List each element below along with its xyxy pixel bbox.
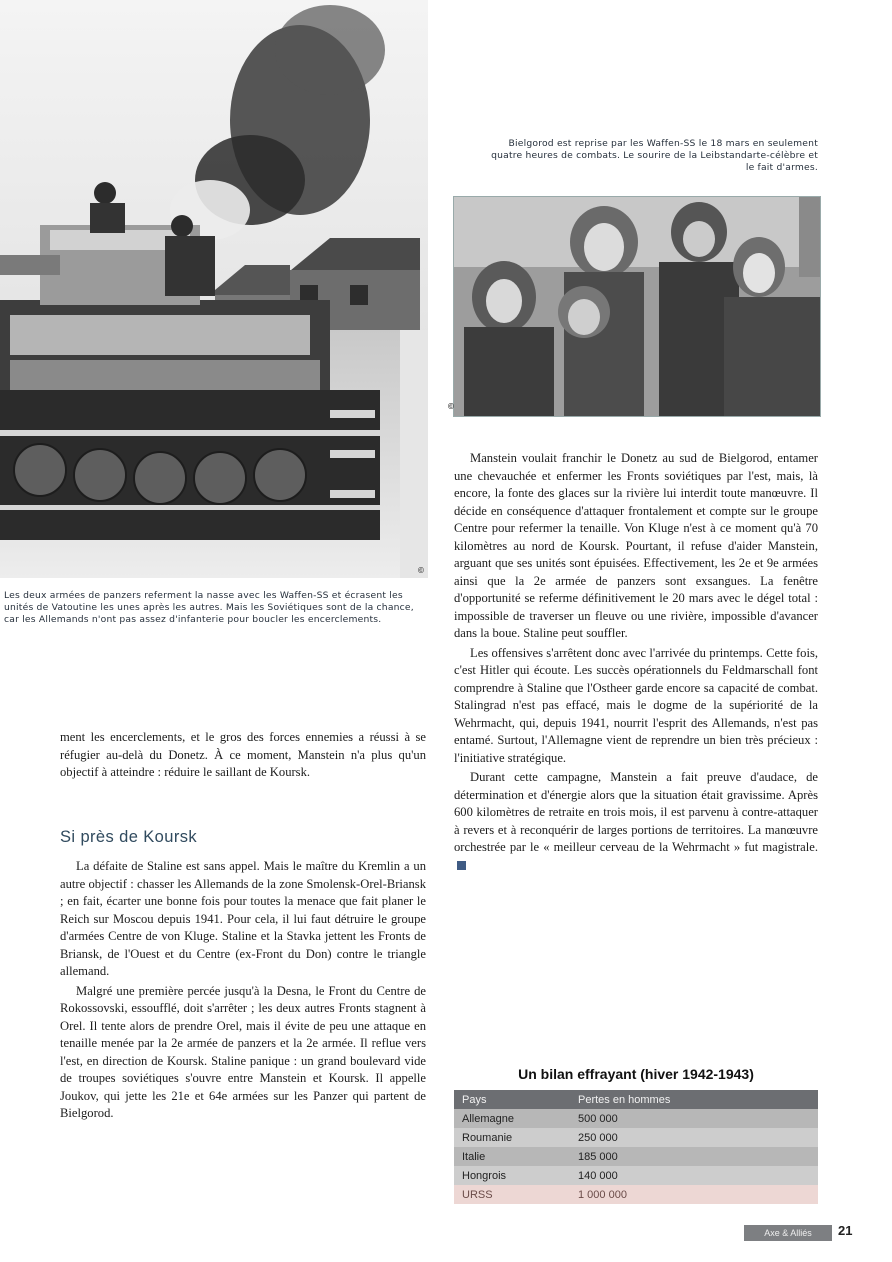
section-tag: Axe & Alliés (744, 1225, 832, 1241)
cell-losses: 250 000 (570, 1128, 818, 1147)
tank-photo (0, 0, 428, 578)
left-column-top (60, 729, 426, 784)
paragraph: ment les encerclements, et le gros des forces ennemies a réussi à se réfugier au-delà du Donetz. À ce moment, Manstein n'a plus qu'un objectif à atteindre : réduire le saillant de Koursk. (60, 730, 426, 779)
paragraph-text: Durant cette campagne, Manstein a fait preuve d'audace, de détermination et d'énergie alors que la situation était gravissime. Après 600 kilomètres de retraite en trois mois, il est parvenu à contre-attaquer à revers et à reconquérir de larges portions de territoires. La manœuvre orchestrée par le « meilleur cerveau de la Wehrmacht » fut magistrale. (454, 770, 818, 854)
cell-country: Hongrois (454, 1166, 570, 1185)
cell-losses: 140 000 (570, 1166, 818, 1185)
cell-country: Roumanie (454, 1128, 570, 1147)
photo-credit: © (418, 566, 424, 575)
paragraph: Malgré une première percée jusqu'à la Desna, le Front du Centre de Rokossovski, essoufflé, doit s'arrêter ; les deux autres Fronts stagnent à Orel. Il tente alors de prendre Orel, mais il évite de peu une attaque en tenaille menée par la 2e armée de panzers et la 2e armée. Il reflue vers l'est, en direction de Koursk. Staline panique : un grand boulevard vide de troupes soviétiques s'ouvre entre Manstein et Koursk. Il appelle Joukov, qui jette les 21e et 64e armées sur les Panzer qui partent de Bielgorod. (60, 983, 426, 1120)
left-column-body (60, 858, 426, 1125)
soldiers-photo-caption: Bielgorod est reprise par les Waffen-SS le 18 mars en seulement quatre heures de combats. Le sourire de la Leibstandarte-célèbre et le fait d'armes. (491, 138, 818, 173)
paragraph: Les offensives s'arrêtent donc avec l'arrivée du printemps. Cette fois, c'est Hitler qui écoute. Les succès opérationnels du Feldmarschall font comprendre à Staline que l'Ostheer garde encore sa capacité de combat. Stalingrad n'est pas effacé, mais le dogme de la supériorité de la Wehrmacht, qui, depuis 1941, nourrit l'esprit des Allemands, n'est pas entamé. Surtout, l'Allemagne vient de reprendre un bien très précieux : l'initiative stratégique. (454, 645, 818, 765)
table-header-row (454, 1090, 818, 1109)
cell-country: Allemagne (454, 1109, 570, 1128)
photo-credit: © (448, 402, 454, 411)
cell-country: URSS (454, 1185, 570, 1204)
cell-losses: 185 000 (570, 1147, 818, 1166)
column-header-losses: Pertes en hommes (570, 1090, 818, 1109)
table-row (454, 1147, 818, 1166)
page-number: 21 (838, 1223, 853, 1238)
table-title: Un bilan effrayant (hiver 1942-1943) (518, 1066, 754, 1082)
paragraph: Manstein voulait franchir le Donetz au sud de Bielgorod, entamer une chevauchée et enfermer les Fronts soviétiques par l'est, mais, là encore, la fonte des glaces sur la rivière lui interdit toute manœuvre. Il décide en conséquence d'attaquer frontalement et compte sur le groupe Centre pour refermer la tenaille. Von Kluge n'est à ce moment qu'à 70 kilomètres au nord de Koursk. Pourtant, il refuse d'aider Manstein, arguant que ses unités sont épuisées. Effectivement, les 2e et 9e armées ainsi que la 2e armée de panzers sont exsangues. La fenêtre d'opportunité se referme définitivement le 20 mars avec le dégel total : impossible de traverser un fleuve ou une rivière, impossible d'avancer dans la boue. Staline peut souffler. (454, 451, 818, 640)
table-row (454, 1128, 818, 1147)
cell-country: Italie (454, 1147, 570, 1166)
right-column-body (454, 450, 818, 876)
end-of-article-icon (457, 861, 466, 870)
table-row (454, 1185, 818, 1204)
cell-losses: 1 000 000 (570, 1185, 818, 1204)
column-header-country: Pays (454, 1090, 570, 1109)
paragraph (454, 769, 818, 874)
soldiers-photo (448, 197, 820, 416)
section-heading: Si près de Koursk (60, 828, 198, 846)
cell-losses: 500 000 (570, 1109, 818, 1128)
losses-table (454, 1090, 818, 1204)
tank-photo-caption: Les deux armées de panzers referment la nasse avec les Waffen-SS et écrasent les unités de Vatoutine les unes après les autres. Mais les Soviétiques sont de la chance, car les Allemands n'ont pas assez d'infanterie pour boucler les encerclements. (4, 590, 414, 625)
paragraph: La défaite de Staline est sans appel. Mais le maître du Kremlin a un autre objectif : chasser les Allemands de la zone Smolensk-Orel-Briansk ; en fait, écarter une bonne fois pour toutes la menace que fait planer le Reich sur Moscou depuis 1941. Pour cela, il lui faut détruire le groupe d'armées Centre de von Kluge. Staline et la Stavka jettent les Fronts de Briansk, de l'Ouest et du Centre (ex-Front du Don) contre le triangle allemand. (60, 859, 426, 978)
table-row (454, 1166, 818, 1185)
table-row (454, 1109, 818, 1128)
